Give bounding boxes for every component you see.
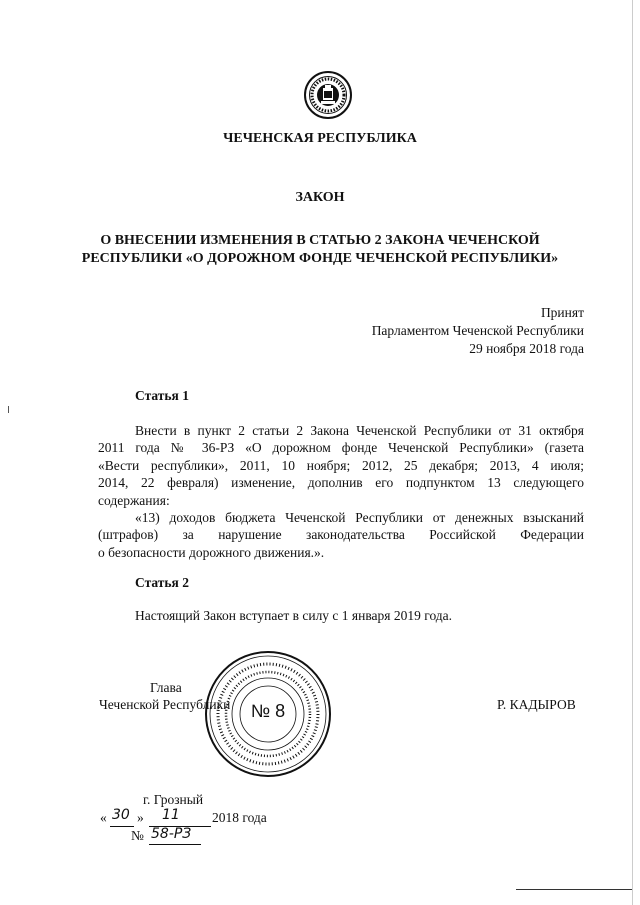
footer-line [516,889,632,890]
law-number-underline [149,844,201,845]
doc-type: ЗАКОН [295,190,345,205]
date-day-underline [110,826,134,827]
text-line: (штрафов) за нарушение законодательства Российской Федерации [98,527,584,543]
adopted-label: Принят [540,305,584,320]
law-number-value: 58-РЗ [151,826,192,842]
text-line: о безопасности дорожного движения.». [98,544,325,560]
adoption-block [372,304,584,358]
text-line: содержания: [98,492,170,508]
date-year: 2018 года [212,810,267,825]
signatory-name: Р. КАДЫРОВ [497,697,576,712]
place: г. Грозный [143,792,204,807]
law-title-line: РЕСПУБЛИКИ «О ДОРОЖНОМ ФОНДЕ ЧЕЧЕНСКОЙ РЕСПУБЛИКИ» [81,251,559,266]
article-1-heading: Статья 1 [135,388,189,403]
date-month: 11 [162,807,180,823]
text-line: «13) доходов бюджета Чеченской Республики от денежных взысканий [135,510,584,525]
signatory-position-line2: Чеченской Республики [99,697,231,712]
adopted-date: 29 ноября 2018 года [469,341,584,356]
signatory-position-line1: Глава [150,680,182,695]
article-1-paragraph-2 [98,509,584,561]
article-2-text: Настоящий Закон вступает в силу с 1 января 2019 года. [135,608,453,623]
date-close-quote: » [137,810,144,825]
article-1-paragraph-1 [98,422,584,509]
stamp-number: № 8 [250,701,286,721]
law-number-label: № [131,828,144,843]
text-line: 2011 года № 36-РЗ «О дорожном фонде Чеченской Республики» (газета [98,440,584,456]
text-line: «Вести республики», 2011, 10 ноября; 2012, 25 декабря; 2013, 4 июля; [98,457,584,473]
law-title [0,232,640,268]
date-day: 30 [112,807,130,823]
republic-title: ЧЕЧЕНСКАЯ РЕСПУБЛИКА [223,131,417,146]
article-2-heading: Статья 2 [135,575,189,590]
date-open-quote: « [100,810,107,825]
adopted-by: Парламентом Чеченской Республики [371,323,584,338]
text-line: Внести в пункт 2 статьи 2 Закона Чеченской Республики от 31 октября [135,423,584,438]
margin-mark [8,406,9,413]
law-title-line: О ВНЕСЕНИИ ИЗМЕНЕНИЯ В СТАТЬЮ 2 ЗАКОНА ЧЕЧЕНСКОЙ [100,233,540,248]
text-line: 2014, 22 февраля) изменение, дополнив его подпунктом 13 следующего [98,475,584,491]
republic-emblem [303,70,353,120]
page-edge [632,0,633,905]
official-stamp [203,649,333,779]
emblem-icon [303,70,353,120]
